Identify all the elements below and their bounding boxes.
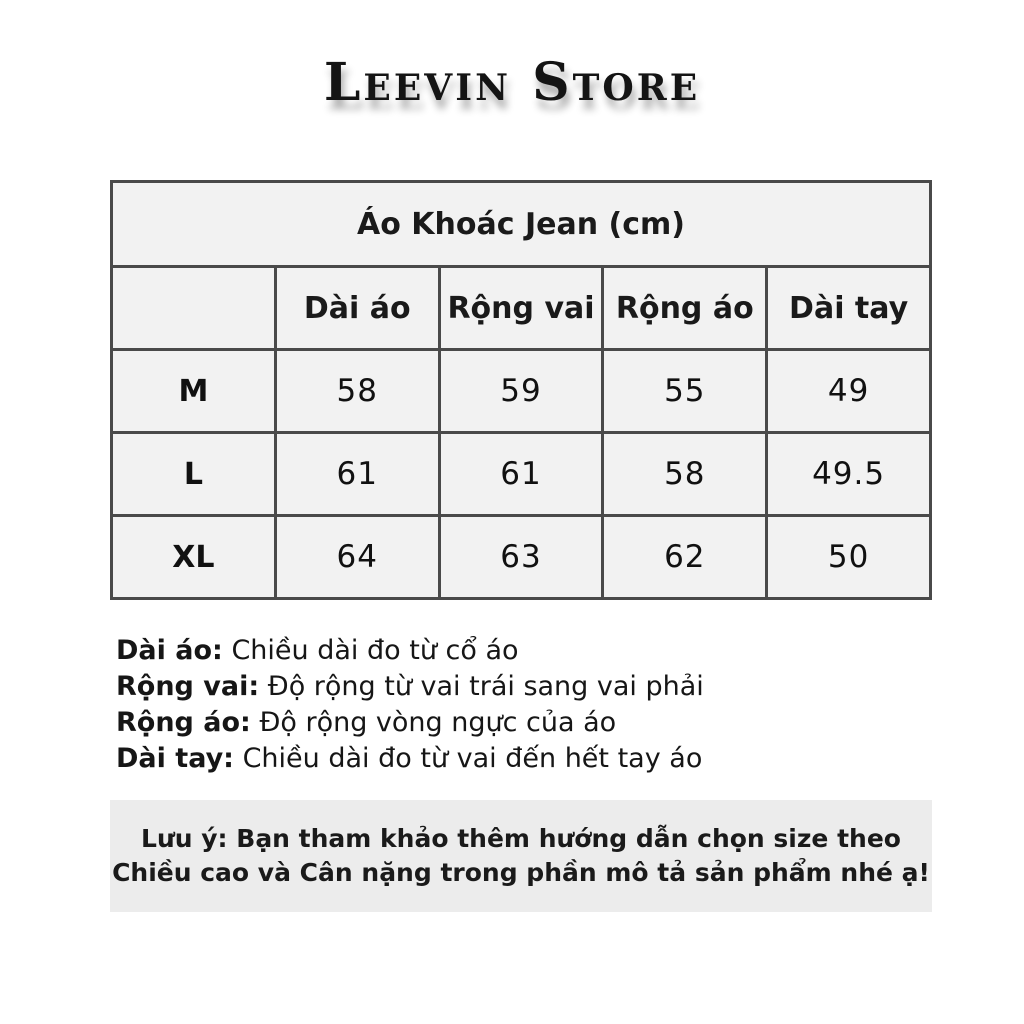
table-row — [112, 516, 931, 599]
size-chart-table — [110, 180, 932, 600]
header-rong-ao: Rộng áo — [603, 267, 767, 350]
table-caption-row — [112, 182, 931, 267]
definition-text: Độ rộng vòng ngực của áo — [259, 707, 617, 738]
note-line: Chiều cao và Cân nặng trong phần mô tả sản phẩm nhé ạ! — [112, 858, 930, 887]
definition-text: Chiều dài đo từ cổ áo — [231, 635, 519, 666]
size-label: M — [112, 350, 276, 433]
measurement-definitions — [116, 633, 936, 777]
header-dai-tay: Dài tay — [767, 267, 931, 350]
header-rong-vai: Rộng vai — [439, 267, 603, 350]
note-box — [110, 800, 932, 912]
table-cell: 63 — [439, 516, 603, 599]
table-header-row — [112, 267, 931, 350]
table-cell: 62 — [603, 516, 767, 599]
table-row — [112, 350, 931, 433]
definition-term: Rộng vai: — [116, 671, 260, 702]
size-label: XL — [112, 516, 276, 599]
corner-cell — [112, 267, 276, 350]
definition-term: Rộng áo: — [116, 707, 251, 738]
table-cell: 58 — [275, 350, 439, 433]
definition-item — [116, 669, 936, 705]
note-line: Lưu ý: Bạn tham khảo thêm hướng dẫn chọn size theo — [141, 824, 901, 853]
definition-term: Dài tay: — [116, 743, 234, 774]
table-cell: 58 — [603, 433, 767, 516]
table-cell: 49.5 — [767, 433, 931, 516]
header-dai-ao: Dài áo — [275, 267, 439, 350]
definition-text: Độ rộng từ vai trái sang vai phải — [267, 671, 704, 702]
table-cell: 61 — [275, 433, 439, 516]
definition-text: Chiều dài đo từ vai đến hết tay áo — [242, 743, 703, 774]
table-cell: 64 — [275, 516, 439, 599]
table-caption: Áo Khoác Jean (cm) — [112, 182, 931, 267]
size-label: L — [112, 433, 276, 516]
table-cell: 50 — [767, 516, 931, 599]
table-row — [112, 433, 931, 516]
table-cell: 55 — [603, 350, 767, 433]
table-cell: 49 — [767, 350, 931, 433]
definition-item — [116, 633, 936, 669]
table-cell: 59 — [439, 350, 603, 433]
definition-item — [116, 741, 936, 777]
definition-term: Dài áo: — [116, 635, 223, 666]
table-cell: 61 — [439, 433, 603, 516]
store-logo: Leevin Store — [323, 52, 701, 113]
definition-item — [116, 705, 936, 741]
